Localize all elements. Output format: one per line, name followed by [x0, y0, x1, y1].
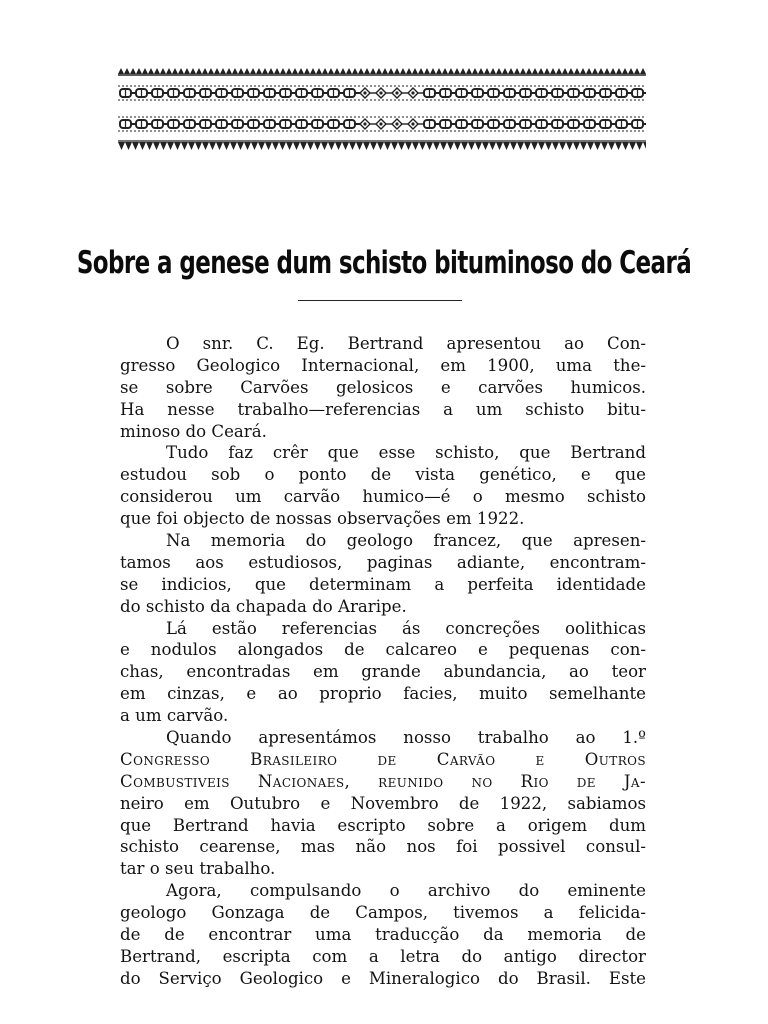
- article-title: Sobre a genese dum schisto bituminoso do Ceará: [76, 246, 692, 282]
- text-line: tamos aos estudiosos, paginas adiante, encontram-: [120, 552, 646, 572]
- text-line: Na memoria do geologo francez, que apresen-: [166, 531, 646, 551]
- text-line: Agora, compulsando o archivo do eminente: [166, 881, 646, 901]
- text-line: geologo Gonzaga de Campos, tivemos a felicida-: [120, 903, 646, 923]
- text-line: tar o seu trabalho.: [120, 859, 276, 879]
- text-line: se indicios, que determinam a perfeita identidade: [120, 574, 646, 594]
- text-line: Tudo faz crêr que esse schisto, que Bertrand: [166, 443, 646, 463]
- article-body: [120, 333, 646, 990]
- text-line: do schisto da chapada do Araripe.: [120, 596, 407, 616]
- text-line: chas, encontradas em grande abundancia, ao teor: [120, 662, 646, 682]
- text-line: Lá estão referencias ás concreções oolithicas: [166, 618, 646, 638]
- text-line: Combustiveis Nacionaes, reunido no Rio de Ja-: [120, 771, 646, 791]
- text-line: que Bertrand havia escripto sobre a origem dum: [120, 815, 646, 835]
- title-divider: [298, 300, 462, 301]
- text-line: e nodulos alongados de calcareo e pequenas con-: [120, 640, 646, 660]
- text-line: gresso Geologico Internacional, em 1900, uma the-: [120, 355, 646, 375]
- text-line: Congresso Brasileiro de Carvão e Outros: [120, 749, 646, 769]
- text-line: Ha nesse trabalho—referencias a um schisto bitu-: [120, 399, 646, 419]
- text-line: schisto cearense, mas não nos foi possivel consul-: [120, 837, 646, 857]
- decorative-border-ornament-icon: [118, 66, 646, 152]
- text-line: do Serviço Geologico e Mineralogico do Brasil. Este: [120, 968, 646, 988]
- text-line: considerou um carvão humico—é o mesmo schisto: [120, 487, 646, 507]
- text-line: O snr. C. Eg. Bertrand apresentou ao Con-: [166, 334, 646, 353]
- text-line: a um carvão.: [120, 706, 229, 726]
- text-line: se sobre Carvões gelosicos e carvões humicos.: [120, 377, 646, 397]
- text-line: Quando apresentámos nosso trabalho ao 1.º: [166, 728, 646, 748]
- text-line: Bertrand, escripta com a letra do antigo director: [120, 946, 646, 966]
- text-line: estudou sob o ponto de vista genético, e que: [120, 465, 646, 485]
- text-line: neiro em Outubro e Novembro de 1922, sabiamos: [120, 793, 646, 813]
- text-line: de de encontrar uma traducção da memoria de: [120, 925, 646, 945]
- text-line: que foi objecto de nossas observações em 1922.: [120, 509, 525, 529]
- text-line: minoso do Ceará.: [120, 421, 267, 441]
- text-line: em cinzas, e ao proprio facies, muito semelhante: [120, 684, 646, 704]
